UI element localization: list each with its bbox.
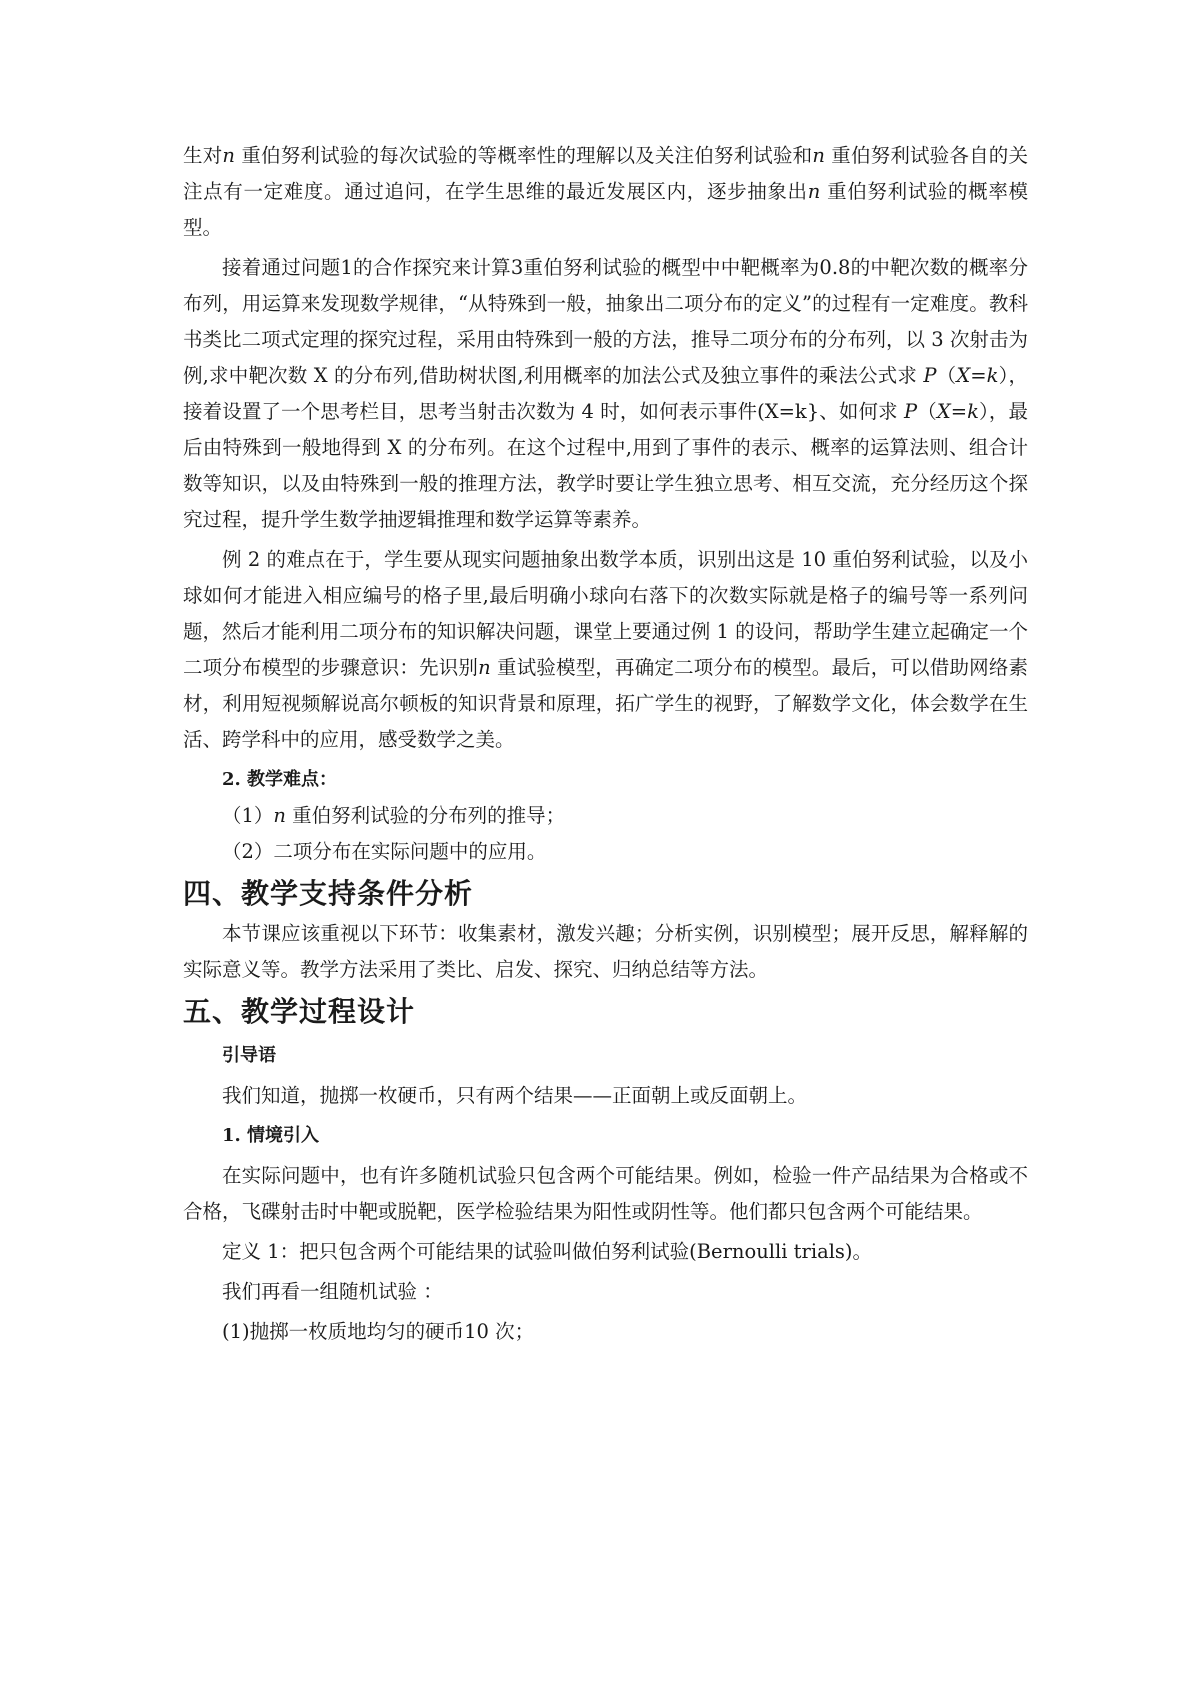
paragraph-example2-difficulty (183, 542, 1028, 758)
text-span: （ (917, 400, 937, 423)
text-span: 例 2 的难点在于，学生要从现实问题抽象出数学本质，识别出这是 10 重伯努利试验，以及小球如何才能进入相应编号的格子里,最后明确小球向右落下的次数实际就是格子的编号等一系列问题，然后才能利用二项分布的知识解决问题，课堂上要通过例 1 的设问，帮助学生建立起确定一个二项分布模型的步骤意识：先识别 (183, 548, 1028, 679)
math-n: n (807, 180, 821, 203)
paragraph-bernoulli-understanding (183, 138, 1028, 246)
text-span: 生对 (183, 144, 223, 167)
heading-teaching-difficulty: 2. 教学难点： (222, 769, 338, 790)
text-span: 重伯努利试验的概率模型。 (183, 180, 1028, 239)
intro-text: 我们知道，抛掷一枚硬币，只有两个结果——正面朝上或反面朝上。 (222, 1084, 808, 1107)
math-p: P (904, 400, 918, 423)
paragraph-problem1-exploration (183, 250, 1028, 538)
section-4-title: 四、教学支持条件分析 (183, 877, 474, 910)
text-span: 重伯努利试验的分布列的推导； (285, 804, 566, 827)
math-x-eq-k: X=k (936, 400, 979, 423)
math-p: P (923, 364, 937, 387)
math-n: n (222, 144, 235, 167)
math-n: n (273, 804, 286, 827)
math-x-eq-k: X=k (956, 364, 999, 387)
math-n: n (478, 656, 491, 679)
text-span: 重伯努利试验各自的关注点有一定难度。通过追问，在学生思维的最近发展区内，逐步抽象出 (183, 144, 1028, 203)
heading-intro: 引导语 (222, 1045, 276, 1066)
section-4-text: 本节课应该重视以下环节：收集素材，激发兴趣；分析实例，识别模型；展开反思，解释解的实际意义等。教学方法采用了类比、启发、探究、归纳总结等方法。 (183, 922, 1028, 981)
difficulty-item-1 (183, 798, 1028, 834)
text-span: 重伯努利试验的每次试验的等概率性的理解以及关注伯努利试验和 (234, 144, 813, 167)
text-span: （ (936, 364, 957, 387)
random-trials-lead: 我们再看一组随机试验 ： (222, 1280, 443, 1303)
text-span: ），最后由特殊到一般地得到 X 的分布列。在这个过程中,用到了事件的表示、概率的运算法则、组合计数等知识，以及由特殊到一般的推理方法，教学时要让学生独立思考、相互交流，充分经历这个探究过程，提升学生数学抽逻辑推理和数学运算等素养。 (183, 400, 1028, 531)
math-n: n (812, 144, 825, 167)
text-span: ），接着设置了一个思考栏目，思考当射击次数为 4 时，如何表示事件(X=k}、如何求 (183, 364, 1028, 423)
situation-text: 在实际问题中，也有许多随机试验只包含两个可能结果。例如，检验一件产品结果为合格或不合格，飞碟射击时中靶或脱靶，医学检验结果为阳性或阴性等。他们都只包含两个可能结果。 (183, 1164, 1028, 1223)
document-page (183, 138, 1028, 1350)
difficulty-item-2: （2）二项分布在实际问题中的应用。 (222, 840, 547, 863)
definition-1: 定义 1：把只包含两个可能结果的试验叫做伯努利试验(Bernoulli trials)。 (222, 1240, 873, 1263)
heading-situation-intro: 1. 情境引入 (222, 1125, 320, 1146)
text-span: （1） (222, 804, 274, 827)
text-span: 重试验模型，再确定二项分布的模型。最后，可以借助网络素材，利用短视频解说高尔顿板的知识背景和原理，拓广学生的视野，了解数学文化，体会数学在生活、跨学科中的应用，感受数学之美。 (183, 656, 1028, 751)
text-span: 接着通过问题1的合作探究来计算3重伯努利试验的概型中中靶概率为0.8的中靶次数的概率分布列，用运算来发现数学规律，“从特殊到一般，抽象出二项分布的定义”的过程有一定难度。教科书类比二项式定理的探究过程，采用由特殊到一般的方法，推导二项分布的分布列，以 3 次射击为例,求中靶次数 X 的分布列,借助树状图,利用概率的加法公式及独立事件的乘法公式求 (183, 256, 1028, 387)
trial-item-1: (1)抛掷一枚质地均匀的硬币10 次； (222, 1320, 535, 1343)
section-5-title: 五、教学过程设计 (183, 995, 416, 1028)
